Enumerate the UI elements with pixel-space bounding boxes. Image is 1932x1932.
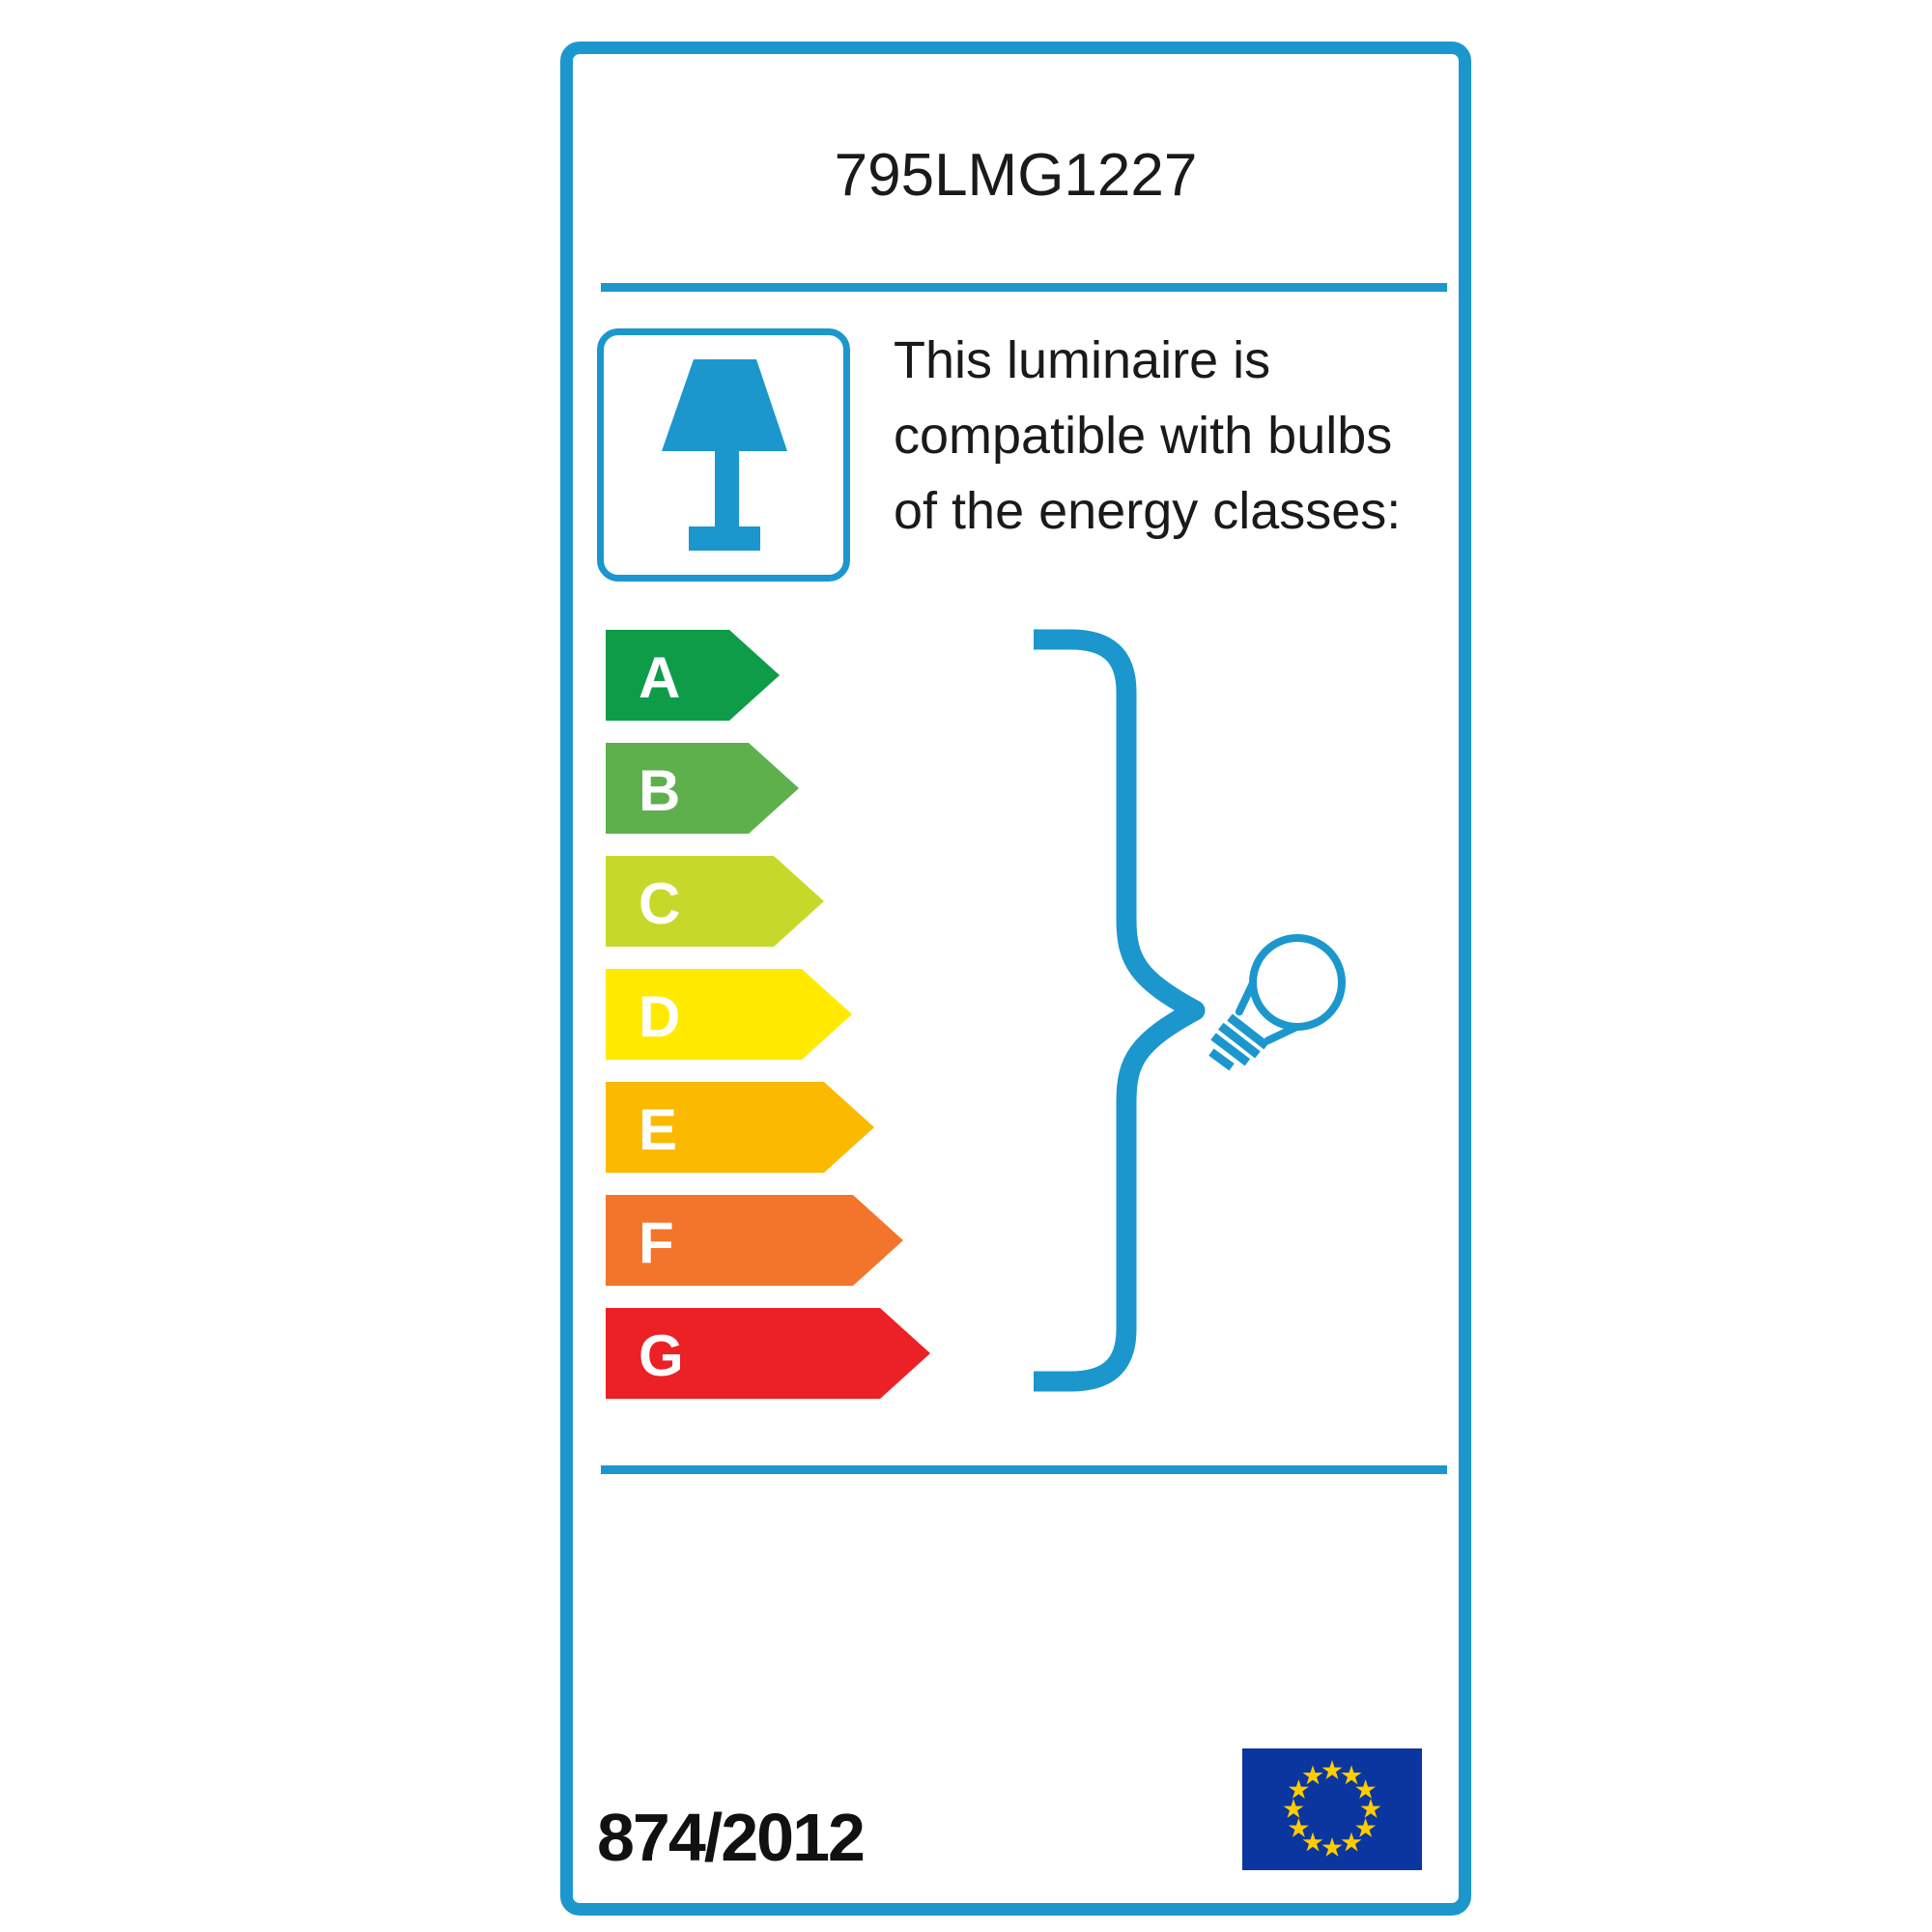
eu-flag (1242, 1748, 1422, 1870)
energy-class-letter: E (639, 1097, 678, 1162)
luminaire-icon-box (597, 328, 850, 582)
description-text (894, 323, 1401, 549)
model-number: 795LMG1227 (834, 142, 1198, 209)
energy-class-letter: G (639, 1323, 684, 1388)
energy-class-letter: D (639, 984, 681, 1049)
energy-class-arrow-b (606, 743, 799, 834)
energy-class-scale (606, 630, 934, 1403)
energy-class-arrow-e (606, 1082, 874, 1173)
description-line: This luminaire is (894, 331, 1271, 389)
energy-class-arrow-a (606, 630, 780, 721)
top-divider (601, 283, 1447, 292)
energy-class-letter: C (639, 871, 681, 936)
energy-class-arrow-c (606, 856, 824, 947)
energy-class-arrow-f (606, 1195, 903, 1286)
energy-class-letter: F (639, 1210, 674, 1275)
regulation-number: 874/2012 (597, 1800, 864, 1875)
eu-flag-icon (1242, 1748, 1422, 1870)
description-line: compatible with bulbs (894, 407, 1393, 465)
energy-class-arrow-g (606, 1308, 930, 1399)
bottom-divider (601, 1465, 1447, 1474)
description-line: of the energy classes: (894, 482, 1402, 540)
energy-class-arrow-d (606, 969, 852, 1060)
table-lamp-icon (604, 335, 843, 575)
energy-class-letter: A (639, 645, 681, 710)
energy-class-letter: B (639, 758, 681, 823)
